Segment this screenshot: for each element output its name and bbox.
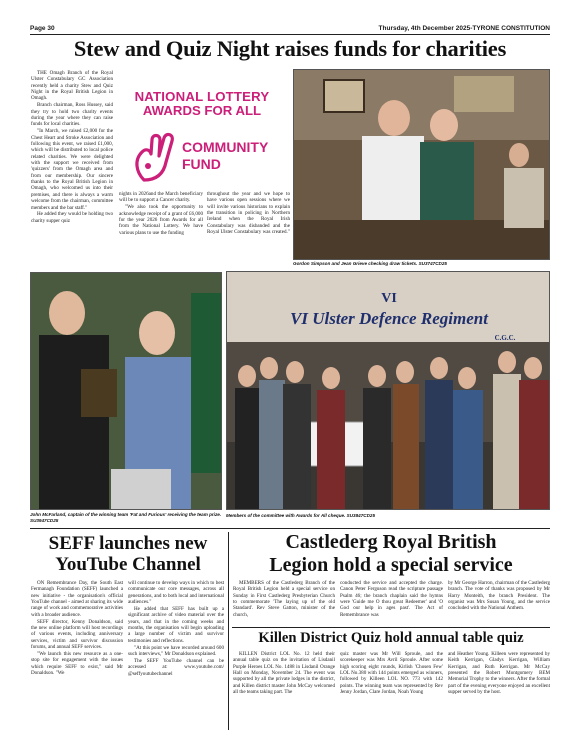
paragraph: "We also took the opportunity to acknowledge receipt of a grant of £6,000 for the year 2026 from Awards for all from the National Lottery. We have various plans to use the funding bbox=[119, 204, 203, 236]
story2-headline-line2: YouTube Channel bbox=[55, 554, 201, 575]
story3-headline-line1: Castlederg Royal British bbox=[285, 531, 497, 553]
paragraph: and Heather Young. Killeen were represented by Keith Kerrigan, Gladys Kerrigan, William Kerrigan, and Ruth Kerrigan. Mr McCay presented the Robert Montgomery BEM Memorial Trophy to the winners. After the formal part of the evening everyone enjoyed an excellent supper served by the host. bbox=[448, 651, 550, 696]
story2-column-1 bbox=[31, 580, 123, 730]
page-number: Page 30 bbox=[30, 25, 55, 32]
story1-headline: Stew and Quiz Night raises funds for charities bbox=[73, 36, 507, 61]
paragraph: The SEFF YouTube channel can be accessed at: www.youtube.com/ @seffyoutubechannel bbox=[128, 657, 224, 677]
story1-column-3 bbox=[207, 191, 290, 277]
paragraph: ON Remembrance Day, the South East Fermanagh Foundation (SEFF) launched a new initiative - the organisation's official YouTube channel - aimed at sharing its wide range of work and commemorative activities with a broader audience. bbox=[31, 580, 123, 618]
crossed-fingers-icon bbox=[130, 130, 176, 182]
logo-line-4: FUND bbox=[182, 156, 221, 172]
photo-scene bbox=[227, 272, 550, 510]
photo-scene bbox=[294, 70, 550, 260]
story3-column-1 bbox=[233, 580, 335, 626]
photo-scene bbox=[31, 273, 222, 510]
section-divider bbox=[30, 528, 550, 529]
paragraph: throughout the year and we hope to have various open sessions where we will invite various historians to explain the transition in policing in Northern Ireland when the Royal Irish Constabulary was disbanded and the Royal Ulster Constabulary was created." bbox=[207, 191, 290, 236]
paragraph: He added they would be holding two charity supper quiz bbox=[31, 211, 113, 224]
section-divider bbox=[232, 627, 550, 628]
caption-team-prize: John McFarland, captain of the winning team 'Fat and Furious' receiving the team prize. SU3947CD25 bbox=[30, 512, 222, 523]
logo-line-2: AWARDS FOR ALL bbox=[142, 103, 262, 118]
paragraph: MEMBERS of the Castlederg Branch of the Royal British Legion held a special service on Sunday in First Castlederg Presbyterian Church to commemorate 'The laying up of the old Standard'. Rev Steve Gatton, minister of the church, bbox=[233, 580, 335, 618]
paragraph: will continue to develop ways in which to best communicate our core messages, across all generations, and to both local and international audiences." bbox=[128, 580, 224, 606]
banner-vi: VI bbox=[381, 291, 397, 306]
story3-headline-line2: Legion hold a special service bbox=[269, 554, 513, 576]
story3-column-2 bbox=[340, 580, 443, 626]
photo-committee-cheque bbox=[226, 271, 550, 510]
paragraph: quiz master was Mr Will Sproule, and the scorekeeper was Mrs Avril Sproule. After some high scoring eight rounds, Kirlish 'Chosen Few' LOL No.380 with 144 points emerged as winners, followed by Killeen LOL NO. 773 with 142 points. The winning team was represented by Rev Jenny Jordan, Clare Jordan, Noah Young bbox=[340, 651, 443, 696]
paragraph: "At this point we have recorded around 600 such interviews," Mr Donaldson explained. bbox=[128, 644, 224, 657]
banner-title: VI Ulster Defence Regiment bbox=[290, 309, 488, 328]
national-lottery-logo bbox=[118, 88, 286, 188]
story2-headline-line1: SEFF launches new bbox=[48, 533, 208, 554]
paragraph: He added that SEFF has built up a significant archive of video material over the years, and that in the coming weeks and months, the organisation will begin uploading a large number of victim and survivor testimonies and reflections. bbox=[128, 605, 224, 644]
story4-headline: Killen District Quiz hold annual table quiz bbox=[258, 630, 524, 646]
paragraph: nights in 2026and the March beneficiary will be to support a Cancer charity. bbox=[119, 191, 203, 204]
date-line: Thursday, 4th December 2025-TYRONE CONSTITUTION bbox=[378, 25, 550, 32]
paragraph: THE Omagh Branch of the Royal Ulster Constabulary GC Association recently held a charity Stew and Quiz Night in the Royal British Legion in Omagh. bbox=[31, 70, 113, 102]
paragraph: by Mr George Harron, chairman of the Castlederg branch. The vote of thanks was proposed by Mr Harry Monteith, the branch President. The organist was Mrs Susan Young, and the service concluded with the National Anthem. bbox=[448, 580, 550, 612]
story1-column-1 bbox=[31, 70, 113, 282]
story2-column-2 bbox=[128, 580, 224, 730]
paragraph: Branch chairman, Ross Hussey, said they try to hold two charity events during the year where they can raise funds for local charities. bbox=[31, 102, 113, 128]
logo-line-3: COMMUNITY bbox=[182, 139, 269, 155]
paragraph: "We launch this new resource as a one-stop site for engagement with the issues which require SEFF to exist," said Mr Donaldson. "We bbox=[31, 650, 123, 677]
story4-column-3 bbox=[448, 651, 550, 731]
paragraph: KILLEN District LOL No. 12 held their annual table quiz on the invitation of Lisdanil Purple Heroes LOL No. 1488 in Lisdanil Orange Hall on Monday, November 24. The event was supported by all the private lodges in the district, and Killen district master John McCay welcomed all the teams taking part. The bbox=[233, 651, 335, 696]
paragraph: "In March, we raised £2,000 for the Chest Heart and Stroke Association and following this event, we raised £1,000, which will be distributed to local police related charities. We were delighted with the support we received from 'quizzers' from the Omagh area and from our membership. Our sincere thanks to the Royal British Legion in Omagh, who welcomed us into their premises, and there is always a warm welcome from the chairman, committee members and the bar staff." bbox=[31, 128, 113, 211]
photo-team-prize bbox=[30, 272, 222, 510]
story4-column-1 bbox=[233, 651, 335, 731]
banner-sub: C.G.C. bbox=[494, 334, 516, 342]
paragraph: SEFF director, Kenny Donaldson, said the new online platform will host recordings of various events, including anniversary services, victim and survivor discussion forums, and annual SEFF services. bbox=[31, 618, 123, 651]
logo-line-1: NATIONAL LOTTERY bbox=[134, 89, 270, 104]
caption-draw-tickets: Gordon Simpson and Jean Grieve checking draw tickets. SU3747CD25 bbox=[293, 261, 447, 266]
masthead bbox=[30, 25, 550, 35]
photo-draw-tickets bbox=[293, 69, 550, 260]
paragraph: conducted the service and accepted the charge. Canon Peter Ferguson read the scripture passage Psalm 46; the branch chaplain said the hymns were 'Guide me O thou great Redeemer' and 'O God our help in ages past'. The Act of Remembrance was bbox=[340, 580, 443, 618]
caption-committee-cheque: Members of the committee with Awards for All cheque. SU3847CD25 bbox=[226, 513, 375, 518]
column-divider bbox=[228, 532, 229, 730]
story4-column-2 bbox=[340, 651, 443, 731]
story3-column-3 bbox=[448, 580, 550, 626]
story1-column-2 bbox=[119, 191, 203, 277]
